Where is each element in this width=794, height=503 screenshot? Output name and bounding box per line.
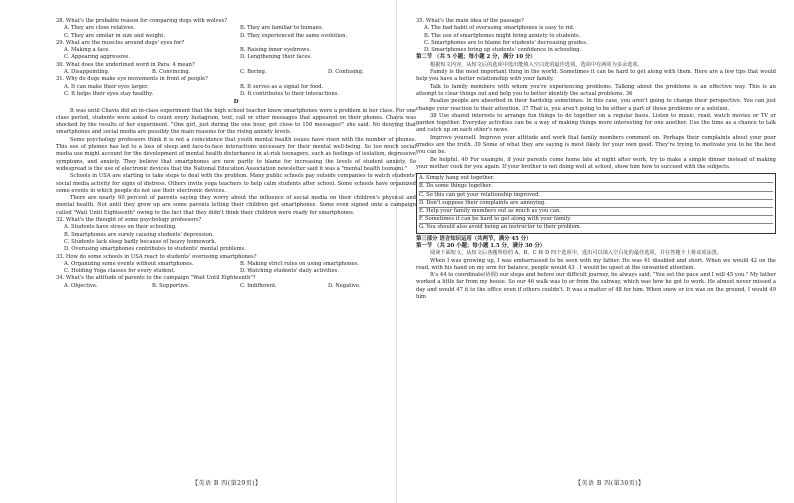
passage-paragraph: Improve yourself. Improve your attitude and work that family members comment on. Perhaps their complaints about your poor grades are the truth. 39 Some of what they are saying is most likely for your own good. They're trying to motivate you to be the best you can be.	[416, 134, 776, 156]
option: D. Overusing smartphones contributes to students' mental problems.	[64, 246, 246, 253]
option: A. Students have stress on their schooling.	[64, 224, 177, 231]
option: A. The bad habit of overusing smartphones is easy to rid.	[424, 25, 575, 32]
option: A. Disappointing.	[64, 69, 110, 76]
option: C. It helps their eyes stay healthy.	[64, 90, 154, 97]
option: C. Appearing aggressive.	[64, 54, 130, 61]
question-30-options	[56, 69, 416, 76]
option: A. They are close relatives.	[64, 25, 136, 32]
choice-item: E. Help your family members out as much as you can.	[419, 208, 773, 216]
passage-paragraph: It was until Chavis did an in-class experiment that the high school teacher knew smartphones were a problem in her class. For one class period, students were asked to count every Instagram, text, call or other messages that appeared on their phones. Chavis was shocked by the results of her experiment. "One girl, just during the one hour, got close to 150 messages!" she said. No denying that smartphones and social media are possibly the main reasons for the rising anxiety levels.	[56, 107, 416, 136]
question-31-options	[56, 84, 416, 99]
option: A. Organizing some events without smartphones.	[64, 260, 194, 267]
option: D. Confusing.	[328, 69, 364, 76]
section-1-title: 第一节 （共 20 小题；每小题 1.5 分，满分 30 分）	[416, 242, 546, 249]
question-31-stem: 31. Why do dogs make eye movements in front of people?	[56, 76, 208, 83]
question-33-options	[56, 261, 416, 276]
passage-paragraph: Realize people are absorbed in their hardship sometimes. In this case, you aren't going to change their perspective. You can just change your reaction to their attention. 37 That is, you aren't going to be either a part of those problems or a solution.	[416, 98, 776, 112]
option: C. Indifferent.	[240, 282, 277, 289]
option: C. Holding Yoga classes for every student.	[64, 268, 176, 275]
option: C. Smartphones are to blame for students' decreasing grades.	[424, 39, 588, 46]
option: D. Lengthening their faces.	[240, 54, 312, 61]
question-32-stem: 32. What's the thought of some psychology professors?	[56, 217, 202, 224]
passage-paragraph: 38 Use shared interests to arrange fun things to do together on a regular basis. Listen to music, read, watch movies or TV or garden together. Everyday activities can be a way of making things more interesting for one another. Use the time as a chance to talk and catch up on each other's news.	[416, 112, 776, 134]
option: C. Students lack sleep badly because of heavy homework.	[64, 238, 217, 245]
question-28-options	[56, 25, 416, 40]
choices-box	[416, 173, 776, 233]
passage-d-heading: D	[233, 99, 239, 106]
option: B. The use of smartphones might bring anxiety to students.	[424, 32, 581, 39]
option: B. Raising inner eyebrows.	[240, 47, 311, 54]
option: B. It serves as a signal for food.	[240, 83, 324, 90]
page-footer-right: 【英语 B 四(第30页)】	[575, 480, 645, 487]
choice-item: F. Sometimes it can be hard to get along with your family.	[419, 216, 773, 224]
cloze-paragraph: It's 44 to coordinate(协调) our steps and before our difficult journey, he always said; "You set the pace and I will 45 you." My father worked a little far from my house. So our 46 walk was to or from the subway, which was how he got to work. He almost never missed a day and would 47 it to the office even if others couldn't. It was a matter of 48 for him. When snow or ice was on the ground, I would 49 him	[416, 272, 776, 301]
option: D. Negative.	[328, 282, 361, 289]
question-34-stem: 34. What's the attitude of parents to the campaign "Wait Until Eighteenth"?	[56, 275, 256, 282]
left-page	[56, 18, 416, 458]
question-33-stem: 33. How do some schools in USA react to students' overusing smartphones?	[56, 253, 257, 260]
question-34-options	[56, 283, 416, 290]
option: C. They are similar in size and weight.	[64, 32, 165, 39]
option: D. They experienced the same evolution.	[240, 32, 348, 39]
section-2-title: 第二节 （共 5 小题；每小题 2 分，满分 10 分）	[416, 54, 536, 61]
option: B. Smartphones are surely causing students' depression.	[64, 231, 214, 238]
option: A. Objective.	[64, 282, 98, 289]
section-1-instructions: 阅读下面短文，从短文后各题所给的 A、B、C 和 D 四个选项中，选出可以填入空白处的最佳选项，并在答题卡上将该项涂黑。	[430, 250, 723, 257]
question-30-stem: 30. What does the underlined word in Para. 4 mean?	[56, 61, 195, 68]
passage-paragraph: Schools in USA are starting to take steps to deal with the problem. Many public schools pay outside companies to watch students' social media activity for signs of distress. Others invite yoga teachers to help calm students after school. Some schools have organized some events in which people do not use their electronic devices.	[56, 173, 416, 194]
passage-paragraph: There are nearly 60 percent of parents saying they worry about the influence of social media on their children's physical and mental health. Not until they grow up are some parents letting their children get smartphones. Some even signed onto a campaign called "Wait Until Eighteenth" owing to the fact that they didn't think their children were ready for smartphones.	[56, 195, 416, 216]
cloze-paragraph: When I was growing up, I was embarrassed to be seen with my father. He was 41 disabled and short. When we would 42 on the road, with his hand on my arm for balance, people would 43 . I would be upset at the unwanted attention.	[416, 257, 776, 271]
option: D. Smartphones bring up students' confidence in schooling.	[424, 47, 582, 54]
page-footer-left: 【英语 B 四(第29页)】	[192, 480, 262, 487]
choice-item: A. Simply hang out together.	[419, 175, 773, 183]
choice-item: B. Do some things together.	[419, 183, 773, 191]
passage-paragraph: Some psychology professors think it is not a coincidence that youth mental health issues have risen with the number of phones. This use of phones has led to a loss of sleep and face-to-face interactions necessary for their mental well-being. So too much social media use might account for the development of mental health disturbance in at-risk teenagers, such as feelings of isolation, depressive symptoms, and anxiety. They believe that smartphones are now partly to blame for increasing the levels of student anxiety. So widespread is the use of electronic devices that the National Education Association newsletter said it was a "mental health tsunami."	[56, 136, 416, 172]
question-29-stem: 29. What are the muscles around dogs' eyes for?	[56, 39, 185, 46]
passage-paragraph: Talk to family members with whom you're experiencing problems. Talking about the problems is an effective way. This is an attempt to clear things out and help you to better identify the actual problems. 36	[416, 83, 776, 97]
option: B. Making strict rules on using smartphones.	[240, 260, 359, 267]
passage-paragraph: Be helpful. 40 For example, if your parents come home late at night after work, try to make a simple dinner instead of making your mother cook for you again. If your brother is not doing well at school, show him how to succeed with the subjects.	[416, 156, 776, 170]
section-2-instructions: 根据短文内容，从短文后的选项中选出能填入空白处的最佳选项。选项中有两项为多余选项。	[430, 61, 643, 68]
choice-item: D. Don't suppose their complaints are annoying.	[419, 200, 773, 208]
choice-item: G. You should also avoid being an instructor to their problem.	[419, 224, 582, 231]
question-28-stem: 28. What's the probable reason for comparing dogs with wolves?	[56, 18, 227, 24]
right-page	[416, 18, 776, 458]
part-3-title: 第三部分 语言知识运用（共两节，满分 45 分）	[416, 235, 532, 242]
passage-paragraph: Family is the most important thing in the world. Sometimes it can be hard to get along with them. Here are a few tips that would help you have a better relationship with your family.	[416, 69, 776, 83]
option: D. It contributes to their interactions.	[240, 90, 340, 97]
option: B. They are familiar to humans.	[240, 25, 324, 32]
question-29-options	[56, 47, 416, 62]
option: B. Supportive.	[152, 282, 190, 289]
choice-item: C. So this can get your relationship improved.	[419, 192, 773, 200]
option: B. Convincing.	[152, 69, 191, 76]
option: D. Watching students' daily activities.	[240, 268, 339, 275]
option: A. Making a face.	[64, 47, 110, 54]
option: C. Boring.	[240, 69, 267, 76]
option: A. It can make their eyes larger.	[64, 83, 149, 90]
question-35-stem: 35. What's the main idea of the passage?	[416, 18, 524, 24]
